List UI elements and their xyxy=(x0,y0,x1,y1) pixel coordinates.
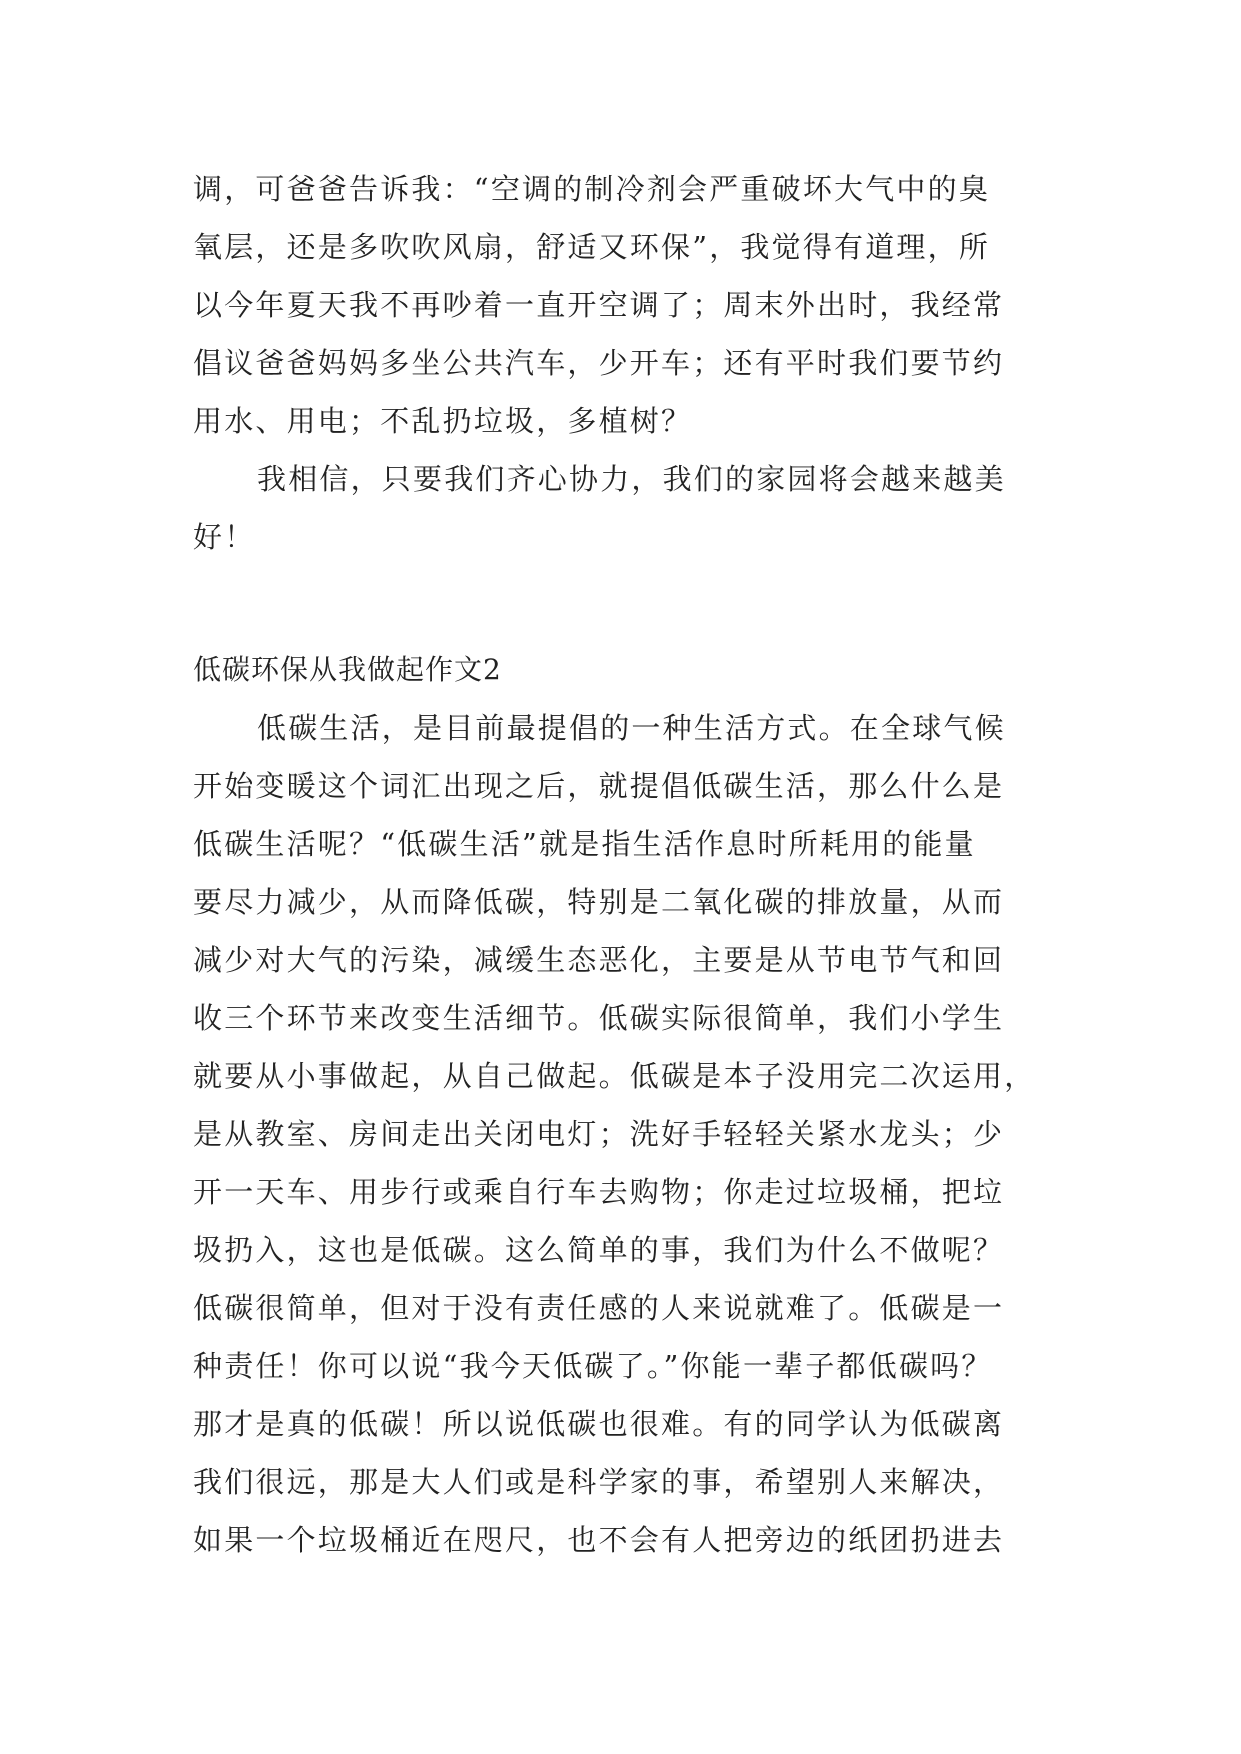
text-line: 收三个环节来改变生活细节。低碳实际很简单，我们小学生 xyxy=(193,1001,1005,1035)
text-line: 倡议爸爸妈妈多坐公共汽车，少开车；还有平时我们要节约 xyxy=(193,346,1005,380)
text-line: 氧层，还是多吹吹风扇，舒适又环保”，我觉得有道理，所 xyxy=(193,230,991,264)
spacer xyxy=(193,566,1053,641)
text-line: 低碳生活呢？“低碳生活”就是指生活作息时所耗用的能量 xyxy=(193,827,976,861)
text-line: 那才是真的低碳！所以说低碳也很难。有的同学认为低碳离 xyxy=(193,1407,1005,1441)
paragraph-essay-body xyxy=(193,699,1053,1569)
text-line: 如果一个垃圾桶近在咫尺，也不会有人把旁边的纸团扔进去 xyxy=(193,1523,1005,1557)
paragraph-conclusion xyxy=(193,450,1053,566)
text-line: 要尽力减少，从而降低碳，特别是二氧化碳的排放量，从而 xyxy=(193,885,1005,919)
paragraph-continuation xyxy=(193,160,1053,450)
text-line: 减少对大气的污染，减缓生态恶化，主要是从节电节气和回 xyxy=(193,943,1005,977)
essay-title: 低碳环保从我做起作文2 xyxy=(193,653,502,686)
text-line: 好！ xyxy=(193,520,256,554)
text-line: 低碳生活，是目前最提倡的一种生活方式。在全球气候 xyxy=(257,711,1006,745)
text-line: 低碳很简单，但对于没有责任感的人来说就难了。低碳是一 xyxy=(193,1291,1005,1325)
text-line: 是从教室、房间走出关闭电灯；洗好手轻轻关紧水龙头；少 xyxy=(193,1117,1005,1151)
text-line: 我们很远，那是大人们或是科学家的事，希望别人来解决， xyxy=(193,1465,1005,1499)
text-line: 我相信，只要我们齐心协力，我们的家园将会越来越美 xyxy=(257,462,1006,496)
text-line: 就要从小事做起，从自己做起。低碳是本子没用完二次运用， xyxy=(193,1059,1036,1093)
text-line: 圾扔入，这也是低碳。这么简单的事，我们为什么不做呢？ xyxy=(193,1233,1005,1267)
text-line: 开始变暖这个词汇出现之后，就提倡低碳生活，那么什么是 xyxy=(193,769,1005,803)
text-line: 调，可爸爸告诉我：“空调的制冷剂会严重破坏大气中的臭 xyxy=(193,172,991,206)
text-line: 以今年夏天我不再吵着一直开空调了；周末外出时，我经常 xyxy=(193,288,1005,322)
text-line: 种责任！你可以说“我今天低碳了。”你能一辈子都低碳吗？ xyxy=(193,1349,993,1383)
text-line: 用水、用电；不乱扔垃圾，多植树？ xyxy=(193,404,693,438)
text-line: 开一天车、用步行或乘自行车去购物；你走过垃圾桶，把垃 xyxy=(193,1175,1005,1209)
document-page xyxy=(193,160,1053,1569)
